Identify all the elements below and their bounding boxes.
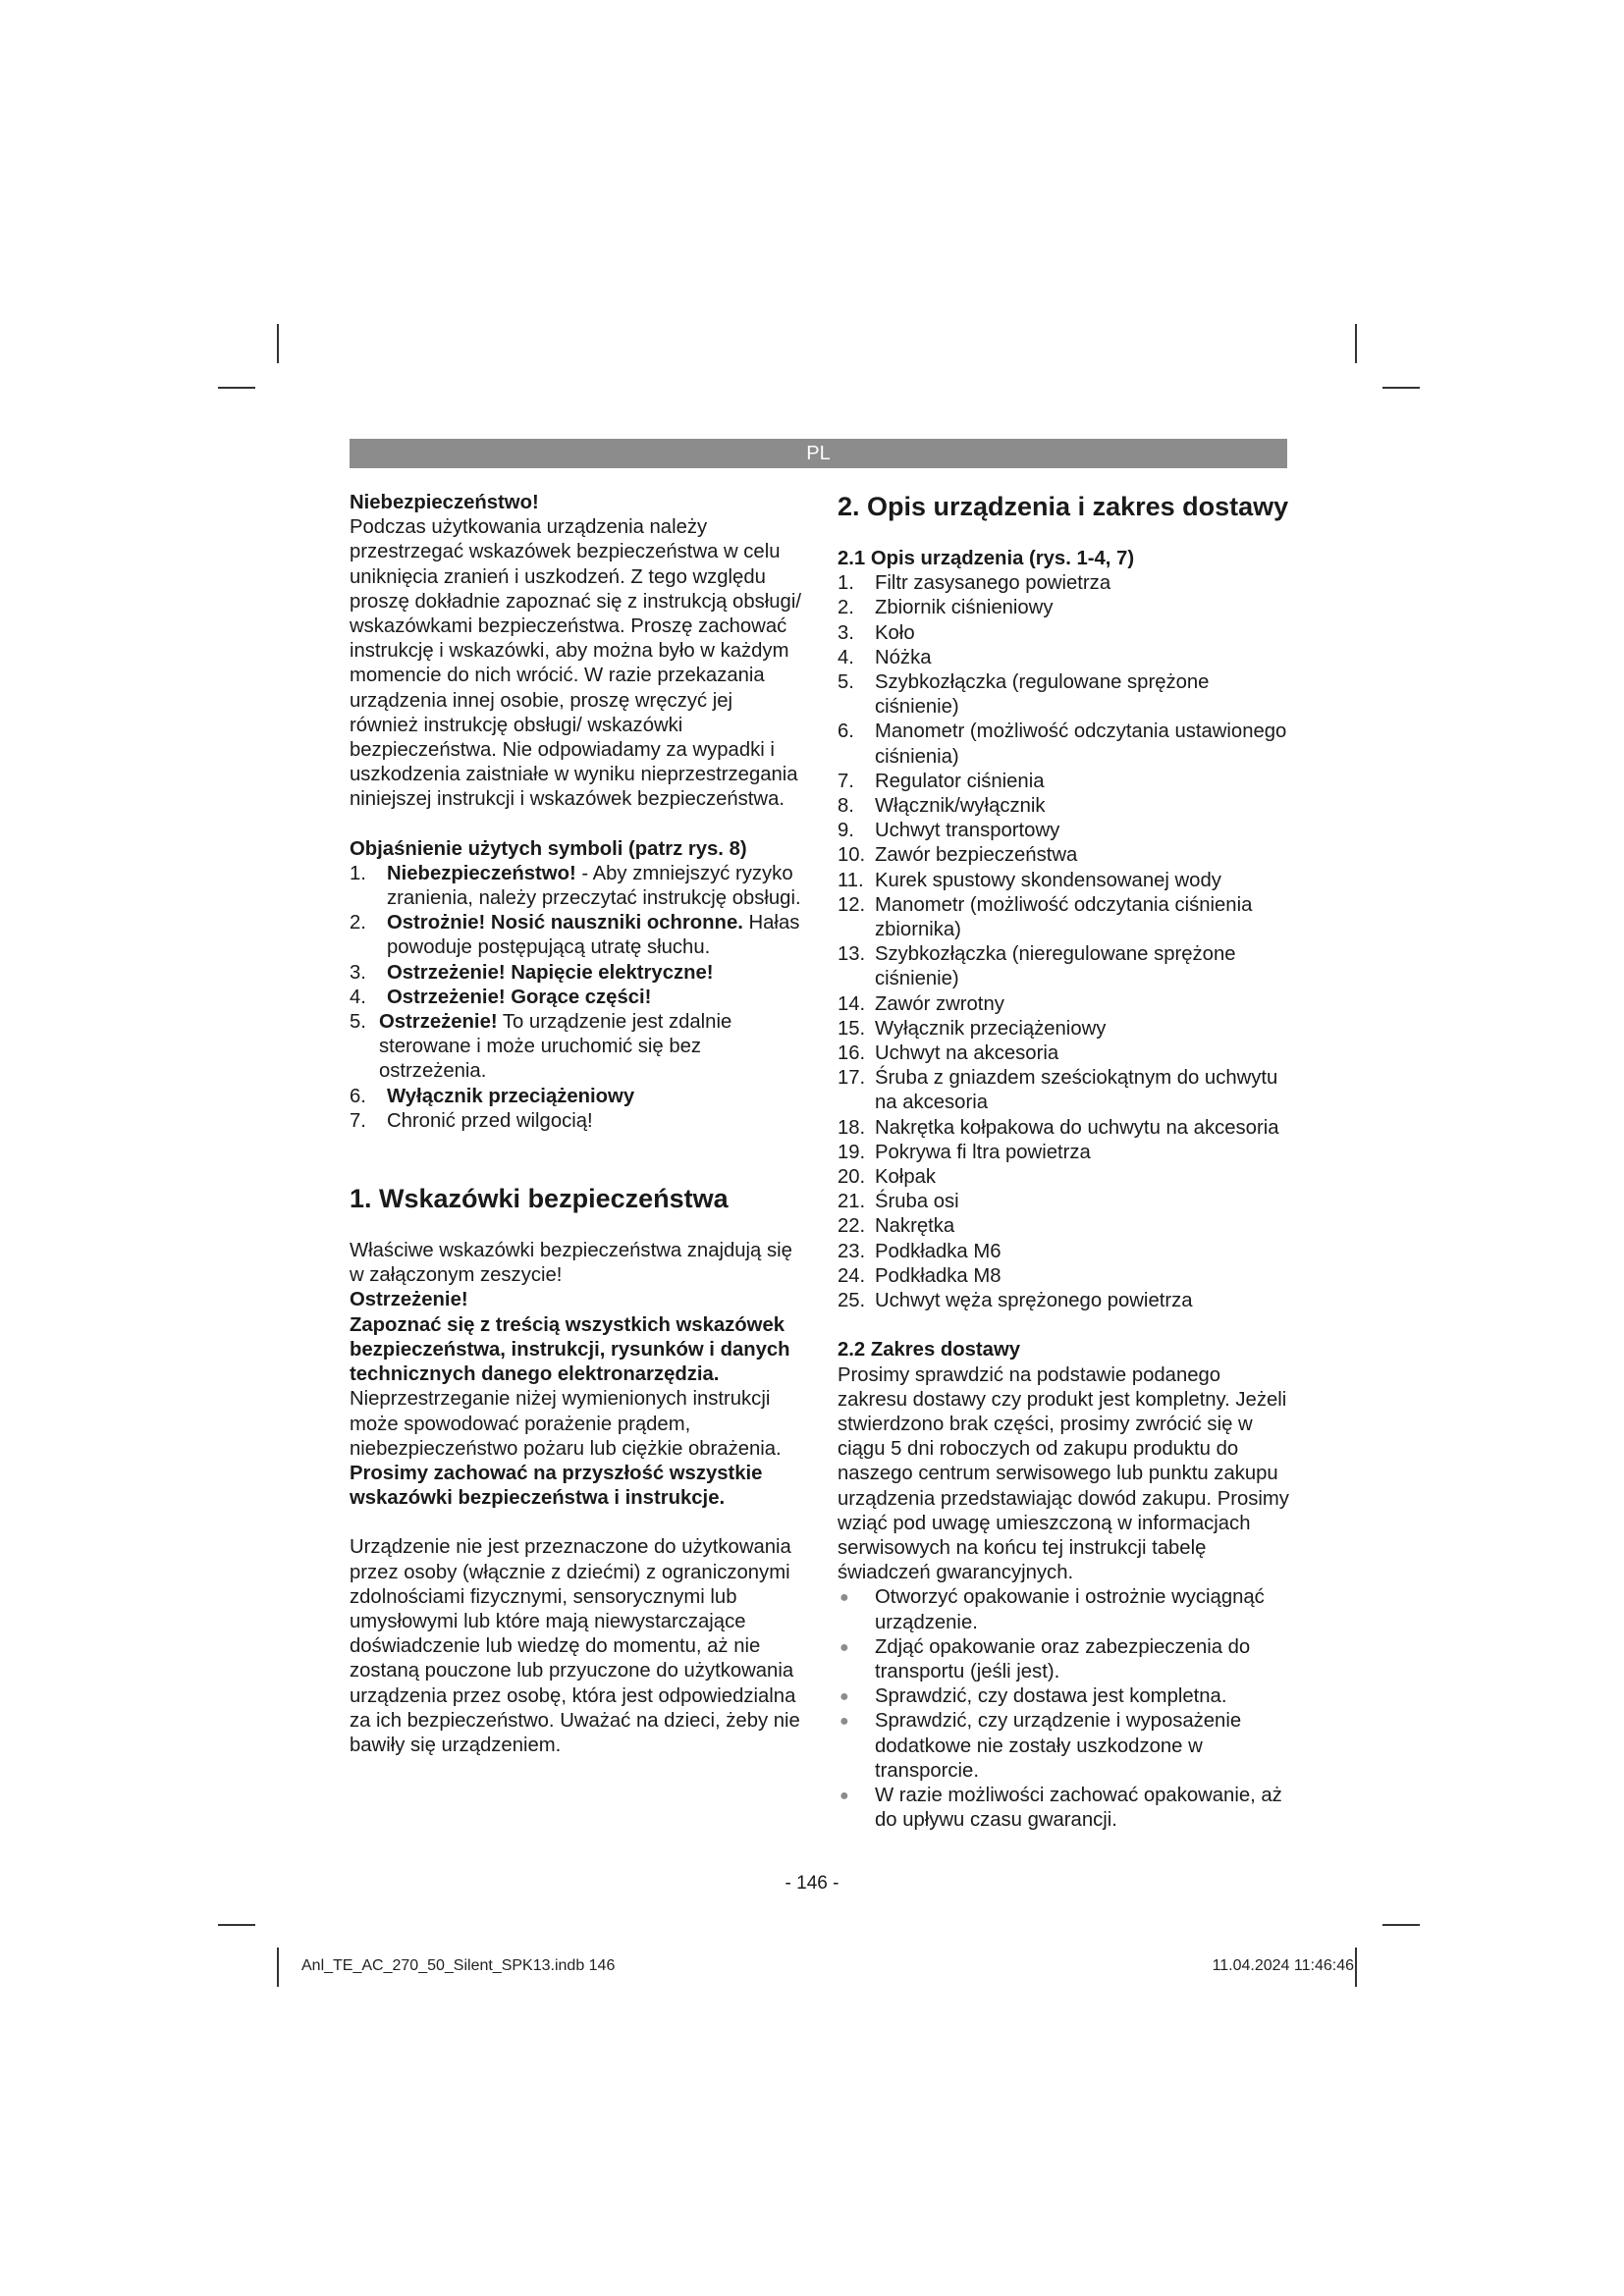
section-2-2-title: 2.2 Zakres dostawy [838, 1339, 1021, 1362]
list-item: 24. Podkładka M8 [838, 1264, 1001, 1287]
crop-mark [1382, 1924, 1420, 1926]
list-item: 22. Nakrętka [838, 1215, 955, 1238]
list-item: 21. Śruba osi [838, 1191, 959, 1213]
list-item: 11. Kurek spustowy skondensowanej wody [838, 869, 1221, 891]
list-item: 2. Zbiornik ciśnieniowy [838, 597, 1054, 619]
crop-mark [218, 1924, 255, 1926]
list-item: 4. Nóżka [838, 646, 932, 668]
crop-mark [1382, 387, 1420, 389]
list-item: 5. Szybkozłączka (regulowane sprężone ciśnienie) [838, 671, 1210, 719]
list-item: ● Otworzyć opakowanie i ostrożnie wyciągnąć urządzenie. [839, 1586, 1265, 1633]
danger-title: Niebezpieczeństwo! [350, 492, 539, 513]
list-item: 3. Koło [838, 621, 915, 644]
section-1-title: 1. Wskazówki bezpieczeństwa [350, 1184, 729, 1214]
bullet-icon: ● [839, 1688, 849, 1706]
list-item: 12. Manometr (możliwość odczytania ciśnienia zbiornika) [838, 893, 1253, 941]
list-item: 20. Kołpak [838, 1166, 937, 1189]
crop-mark [277, 1948, 279, 1987]
usage-restriction: Urządzenie nie jest przeznaczone do użytkowania przez osoby (włącznie z dziećmi) z ograniczonymi zdolnościami fizycznymi, sensorycznymi lub umysłowymi lub które mają niewystarczające doświadczenie lub wiedzę do momentu, aż nie zostaną pouczone lub przyuczone do użytkowania urządzenia przez osobę, która jest odpowiedzialna za ich bezpieczeństwo. Uważać na dzieci, żeby nie bawiły się urządzeniem. [350, 1536, 800, 1756]
list-item: 25. Uchwyt węża sprężonego powietrza [838, 1290, 1193, 1312]
list-item: 18. Nakrętka kołpakowa do uchwytu na akcesoria [838, 1116, 1279, 1139]
list-item: 5. Ostrzeżenie! To urządzenie jest zdalnie sterowane i może uruchomić się bez ostrzeżenia. [350, 1011, 732, 1083]
list-item: 17. Śruba z gniazdem sześciokątnym do uchwytu na akcesoria [838, 1067, 1278, 1114]
list-item: 14. Zawór zwrotny [838, 992, 1004, 1015]
list-item: 19. Pokrywa fi ltra powietrza [838, 1141, 1091, 1163]
list-item: 16. Uchwyt na akcesoria [838, 1042, 1059, 1065]
list-item: 1. Filtr zasysanego powietrza [838, 572, 1111, 595]
list-item: 6. Wyłącznik przeciążeniowy [350, 1085, 635, 1107]
bullet-icon: ● [839, 1638, 849, 1656]
list-item: 8. Włącznik/wyłącznik [838, 795, 1046, 818]
list-item: 6. Manometr (możliwość odczytania ustawionego ciśnienia) [838, 721, 1287, 768]
crop-mark [1355, 324, 1357, 363]
bullet-icon: ● [839, 1787, 849, 1804]
crop-mark [1355, 1948, 1357, 1987]
footer-file: Anl_TE_AC_270_50_Silent_SPK13.indb 146 [301, 1957, 616, 1974]
delivery-text: Prosimy sprawdzić na podstawie podanego zakresu dostawy czy produkt jest kompletny. Jeżeli stwierdzono brak części, prosimy zwrócić się w ciągu 5 dni roboczych od zakupu produktu do naszego centrum serwisowego lub punktu zakupu urządzenia przedstawiając dowód zakupu. Prosimy wziąć pod uwagę umieszczoną w informacjach serwisowych na końcu tej instrukcji tabelę świadczeń gwarancyjnych. [838, 1363, 1289, 1584]
list-item: 2. Ostrożnie! Nosić nauszniki ochronne. Hałas powoduje postępującą utratę słuchu. [350, 912, 800, 959]
crop-mark [218, 387, 255, 389]
list-item: 1. Niebezpieczeństwo! - Aby zmniejszyć ryzyko zranienia, należy przeczytać instrukcję obsługi. [350, 862, 801, 910]
keep-instructions: Prosimy zachować na przyszłość wszystkie wskazówki bezpieczeństwa i instrukcje. [350, 1462, 763, 1510]
list-item: 9. Uchwyt transportowy [838, 820, 1060, 842]
danger-text: Podczas użytkowania urządzenia należy przestrzegać wskazówek bezpieczeństwa w celu uniknięcia zranień i uszkodzeń. Z tego względu proszę dokładnie zapoznać się z instrukcją obsługi/ wskazówkami bezpieczeństwa. Proszę zachować instrukcję i wskazówki, aby można było w każdym momencie do nich wrócić. W razie przekazania urządzenia innej osobie, proszę wręczyć jej również instrukcję obsługi/ wskazówki bezpieczeństwa. Nie odpowiadamy za wypadki i uszkodzenia zaistniałe w wyniku nieprzestrzegania niniejszej instrukcji i wskazówek bezpieczeństwa. [350, 516, 801, 811]
section-1-intro: Właściwe wskazówki bezpieczeństwa znajdują się w załączonym zeszycie! [350, 1240, 792, 1287]
warning-label: Ostrzeżenie! [350, 1289, 468, 1311]
list-item: 7. Regulator ciśnienia [838, 770, 1045, 792]
list-item: 15. Wyłącznik przeciążeniowy [838, 1017, 1107, 1040]
list-item: 4. Ostrzeżenie! Gorące części! [350, 986, 652, 1008]
symbols-list [350, 862, 803, 1134]
delivery-checklist [838, 1585, 1291, 1833]
bullet-icon: ● [839, 1589, 849, 1607]
list-item: 3. Ostrzeżenie! Napięcie elektryczne! [350, 961, 714, 984]
parts-list [838, 571, 1291, 1313]
list-item: 13. Szybkozłączka (nieregulowane sprężone ciśnienie) [838, 943, 1236, 990]
section-2-title: 2. Opis urządzenia i zakres dostawy [838, 492, 1289, 521]
list-item: 10. Zawór bezpieczeństwa [838, 844, 1078, 867]
list-item: 23. Podkładka M6 [838, 1240, 1001, 1262]
language-bar: PL [350, 439, 1287, 468]
footer-timestamp: 11.04.2024 11:46:46 [1212, 1957, 1354, 1974]
list-item: ● Zdjąć opakowanie oraz zabezpieczenia do transportu (jeśli jest). [839, 1635, 1251, 1682]
list-item: ● W razie możliwości zachować opakowanie, aż do upływu czasu gwarancji. [839, 1784, 1282, 1832]
page-number: - 146 - [785, 1873, 839, 1894]
list-item: ● Sprawdzić, czy dostawa jest kompletna. [838, 1684, 1291, 1709]
right-column [838, 491, 1291, 1833]
read-instructions: Zapoznać się z treścią wszystkich wskazówek bezpieczeństwa, instrukcji, rysunków i danych technicznych danego elektronarzędzia. Nieprzestrzeganie niżej wymienionych instrukcji może spowodować porażenie prądem, niebezpieczeństwo pożaru lub ciężkie obrażenia. [350, 1313, 790, 1460]
section-2-1-title: 2.1 Opis urządzenia (rys. 1-4, 7) [838, 548, 1135, 569]
symbols-title: Objaśnienie użytych symboli (patrz rys. 8) [350, 837, 747, 860]
bullet-icon: ● [839, 1713, 849, 1731]
list-item: 7. Chronić przed wilgocią! [350, 1109, 593, 1132]
list-item: ● Sprawdzić, czy urządzenie i wyposażenie dodatkowe nie zostały uszkodzone w transporcie. [839, 1710, 1242, 1782]
crop-mark [277, 324, 279, 363]
left-column [350, 491, 803, 1758]
